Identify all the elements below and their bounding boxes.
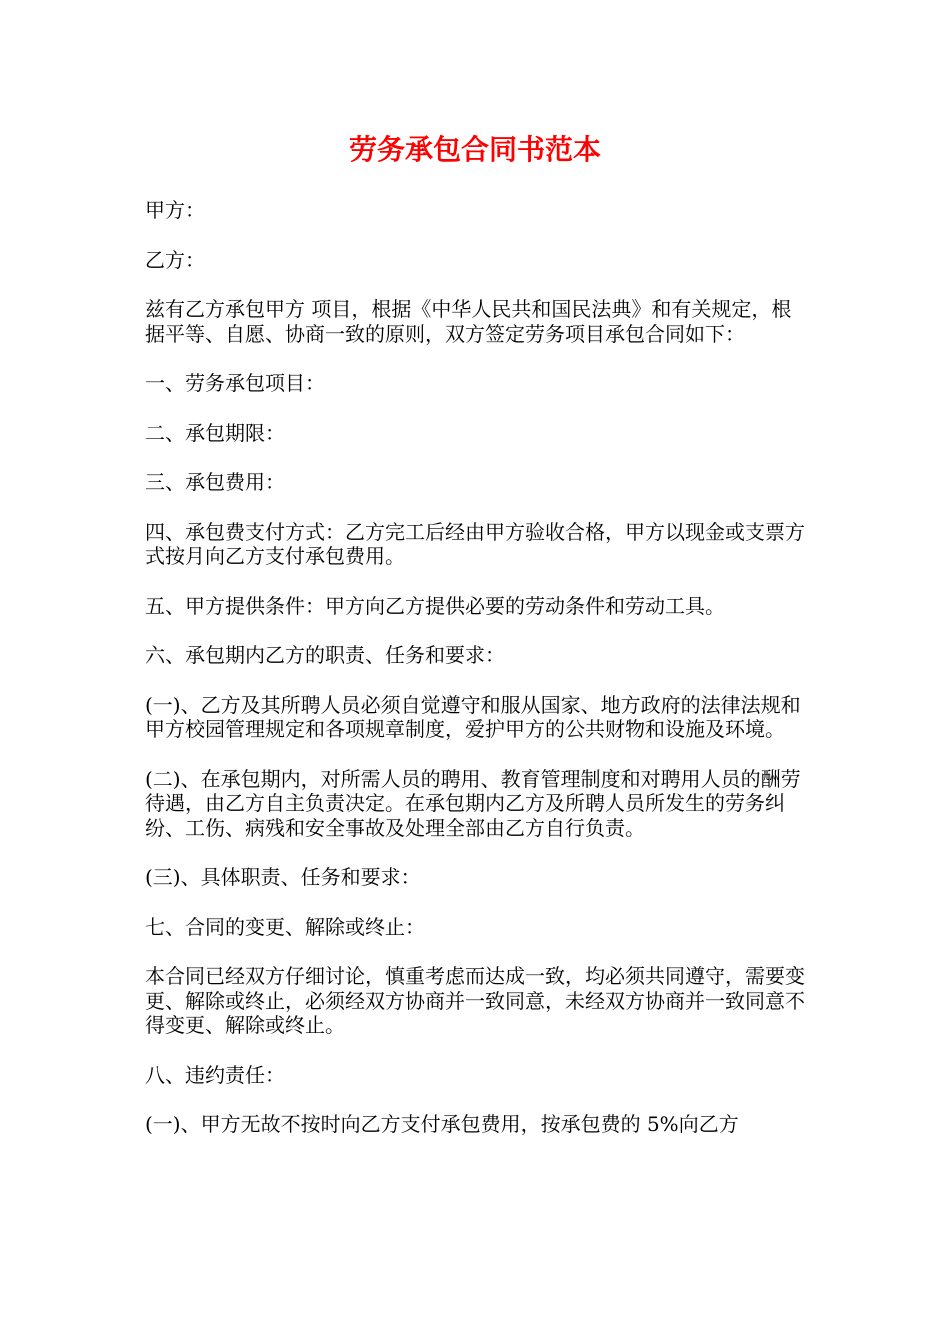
document-body: [145, 198, 810, 1137]
clause-5-paragraph: 五、甲方提供条件：甲方向乙方提供必要的劳动条件和劳动工具。: [145, 593, 725, 618]
clause-6-item-1: (一)、乙方及其所聘人员必须自觉遵守和服从国家、地方政府的法律法规和甲方校园管理规定和各项规章制度，爱护甲方的公共财物和设施及环境。: [145, 692, 801, 741]
clause-7-paragraph: 本合同已经双方仔细讨论，慎重考虑而达成一致，均必须共同遵守，需要变更、解除或终止，必须经双方协商并一致同意，未经双方协商并一致同意不得变更、解除或终止。: [145, 964, 805, 1037]
preamble-paragraph: 兹有乙方承包甲方 项目，根据《中华人民共和国民法典》和有关规定，根据平等、自愿、协商一致的原则，双方签定劳务项目承包合同如下：: [145, 297, 792, 346]
clause-2-heading: 二、承包期限：: [145, 420, 285, 445]
party-b-line: 乙方：: [145, 247, 205, 272]
clause-4-paragraph: 四、承包费支付方式：乙方完工后经由甲方验收合格，甲方以现金或支票方式按月向乙方支付承包费用。: [145, 519, 805, 568]
party-a-line: 甲方：: [145, 198, 205, 222]
document-title: 劳务承包合同书范本: [348, 133, 601, 166]
clause-8-item-1: (一)、甲方无故不按时向乙方支付承包费用，按承包费的 5%向乙方: [145, 1112, 739, 1136]
clause-6-item-3: (三)、具体职责、任务和要求：: [145, 865, 421, 889]
clause-3-heading: 三、承包费用：: [145, 470, 285, 494]
clause-8-heading: 八、违约责任：: [145, 1062, 285, 1087]
clause-1-heading: 一、劳务承包项目：: [145, 371, 325, 395]
clause-6-heading: 六、承包期内乙方的职责、任务和要求：: [145, 643, 505, 667]
clause-6-item-2: (二)、在承包期内，对所需人员的聘用、教育管理制度和对聘用人员的酬劳待遇，由乙方自主负责决定。在承包期内乙方及所聘人员所发生的劳务纠纷、工伤、病残和安全事故及处理全部由乙方自行负责。: [145, 766, 801, 840]
clause-7-heading: 七、合同的变更、解除或终止：: [145, 914, 425, 939]
